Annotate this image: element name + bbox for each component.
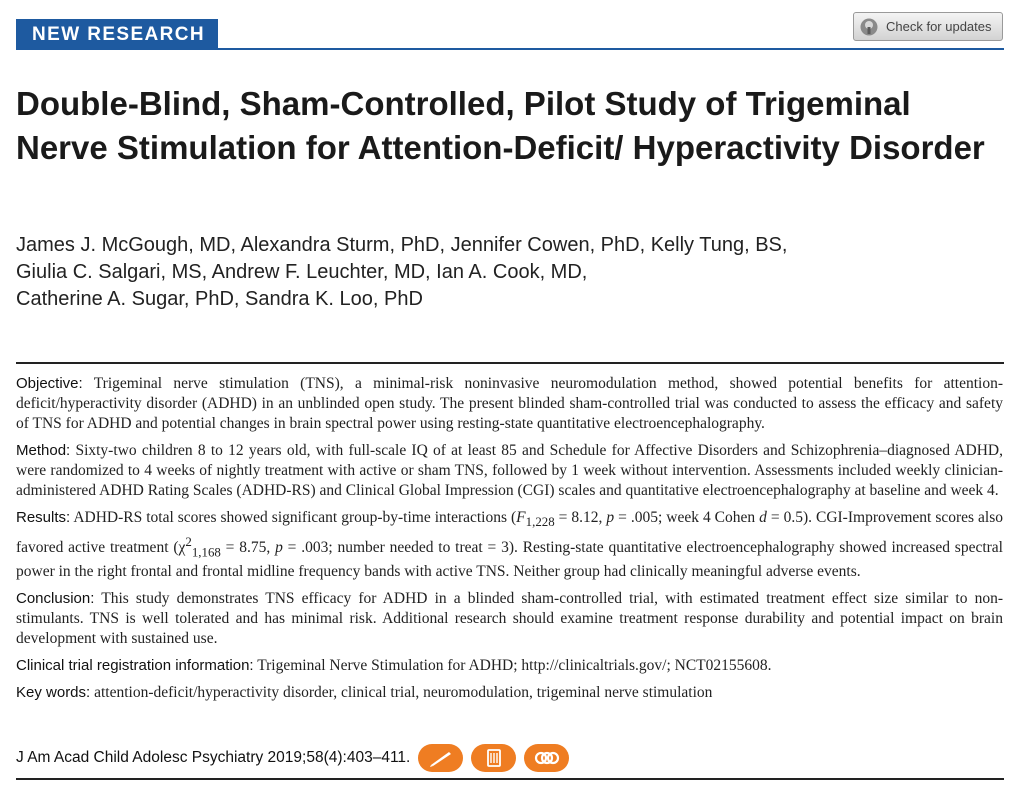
cohen-d-symbol: d (759, 509, 767, 526)
section-badge-label: NEW RESEARCH (32, 23, 206, 45)
conclusion-label: Conclusion: (16, 590, 95, 608)
abstract-conclusion (16, 589, 1003, 649)
media-icon[interactable] (471, 744, 516, 772)
results-text-2: = 8.12, (554, 509, 607, 526)
objective-text: Trigeminal nerve stimulation (TNS), a minimal-risk noninvasive neuromodulation method, showed potential benefits for attention-deficit/hyperactivity disorder (ADHD) in an unblinded open study. The present blinded sham-controlled trial was conducted to assess the efficacy and safety of TNS for ADHD and potential changes in brain spectral power using resting-state quantitative electroencephalography. (16, 375, 1003, 432)
header-rule (16, 48, 1004, 50)
p-symbol: p (606, 509, 615, 526)
crossmark-icon (860, 18, 878, 36)
f-statistic-symbol: F (516, 509, 526, 526)
abstract-results (16, 508, 1003, 582)
registration-text: Trigeminal Nerve Stimulation for ADHD; http://clinicaltrials.gov/; NCT02155608. (257, 657, 772, 675)
footer-rule (16, 778, 1004, 780)
abstract (16, 374, 1003, 710)
article-title: Double-Blind, Sham-Controlled, Pilot Study of Trigeminal Nerve Stimulation for Attention-Deficit/ Hyperactivity Disorder (16, 85, 985, 166)
abstract-objective (16, 374, 1003, 434)
f-degrees-of-freedom: 1,228 (525, 514, 555, 530)
pen-icon[interactable] (418, 744, 463, 772)
author-list (16, 232, 966, 313)
author-line: Catherine A. Sugar, PhD, Sandra K. Loo, PhD (16, 288, 423, 310)
abstract-top-rule (16, 362, 1004, 364)
method-text: Sixty-two children 8 to 12 years old, with full-scale IQ of at least 85 and Schedule for Affective Disorders and Schizophrenia–diagnosed ADHD, were randomized to 4 weeks of nightly treatment with active or sham TNS, followed by 1 week without intervention. Assessments included weekly clinician-administered ADHD Rating Scales (ADHD-RS) and Clinical Global Impression (CGI) scales and quantitative electroencephalography at baseline and week 4. (16, 442, 1003, 499)
results-text-5: = 8.75, (220, 539, 276, 557)
results-text-3: = .005; week 4 Cohen (614, 509, 760, 526)
results-text-1: ADHD-RS total scores showed significant group-by-time interactions ( (73, 509, 517, 526)
results-text-6: = .003; number needed to treat = 3). Resting-state quantitative electroencephalography showed increased spectral power in the right frontal and frontal midline frequency bands with active TNS. Neither group had clinically meaningful adverse events. (16, 539, 1003, 581)
keywords-text: attention-deficit/hyperactivity disorder, clinical trial, neuromodulation, trigeminal nerve stimulation (94, 684, 713, 702)
citation-icons (418, 744, 569, 772)
method-label: Method: (16, 442, 71, 459)
check-for-updates-label: Check for updates (886, 19, 992, 34)
results-label: Results: (16, 509, 71, 526)
section-badge (16, 19, 218, 50)
citation-text: J Am Acad Child Adolesc Psychiatry 2019;58(4):403–411. (16, 749, 411, 766)
check-for-updates-button[interactable] (853, 12, 1003, 41)
registration-label: Clinical trial registration information: (16, 657, 254, 675)
link-icon[interactable] (524, 744, 569, 772)
objective-label: Objective: (16, 375, 83, 392)
citation (16, 744, 569, 772)
author-line: James J. McGough, MD, Alexandra Sturm, PhD, Jennifer Cowen, PhD, Kelly Tung, BS, (16, 234, 788, 256)
conclusion-text: This study demonstrates TNS efficacy for ADHD in a blinded sham-controlled trial, with estimated treatment effect size similar to non-stimulants. TNS is well tolerated and has minimal risk. Additional research should examine treatment response durability and potential impact on brain development with sustained use. (16, 590, 1003, 648)
p-symbol: p (275, 539, 283, 557)
chi-square-subscript: 1,168 (191, 544, 221, 560)
abstract-keywords (16, 683, 1003, 703)
keywords-label: Key words: (16, 684, 91, 702)
author-line: Giulia C. Salgari, MS, Andrew F. Leuchter, MD, Ian A. Cook, MD, (16, 261, 588, 283)
results-text-4: = 0.5). CGI-Improvement scores also favored active treatment (χ (16, 509, 1004, 557)
abstract-method (16, 441, 1003, 501)
chi-square-superscript: 2 (185, 534, 192, 550)
abstract-registration (16, 656, 1003, 676)
